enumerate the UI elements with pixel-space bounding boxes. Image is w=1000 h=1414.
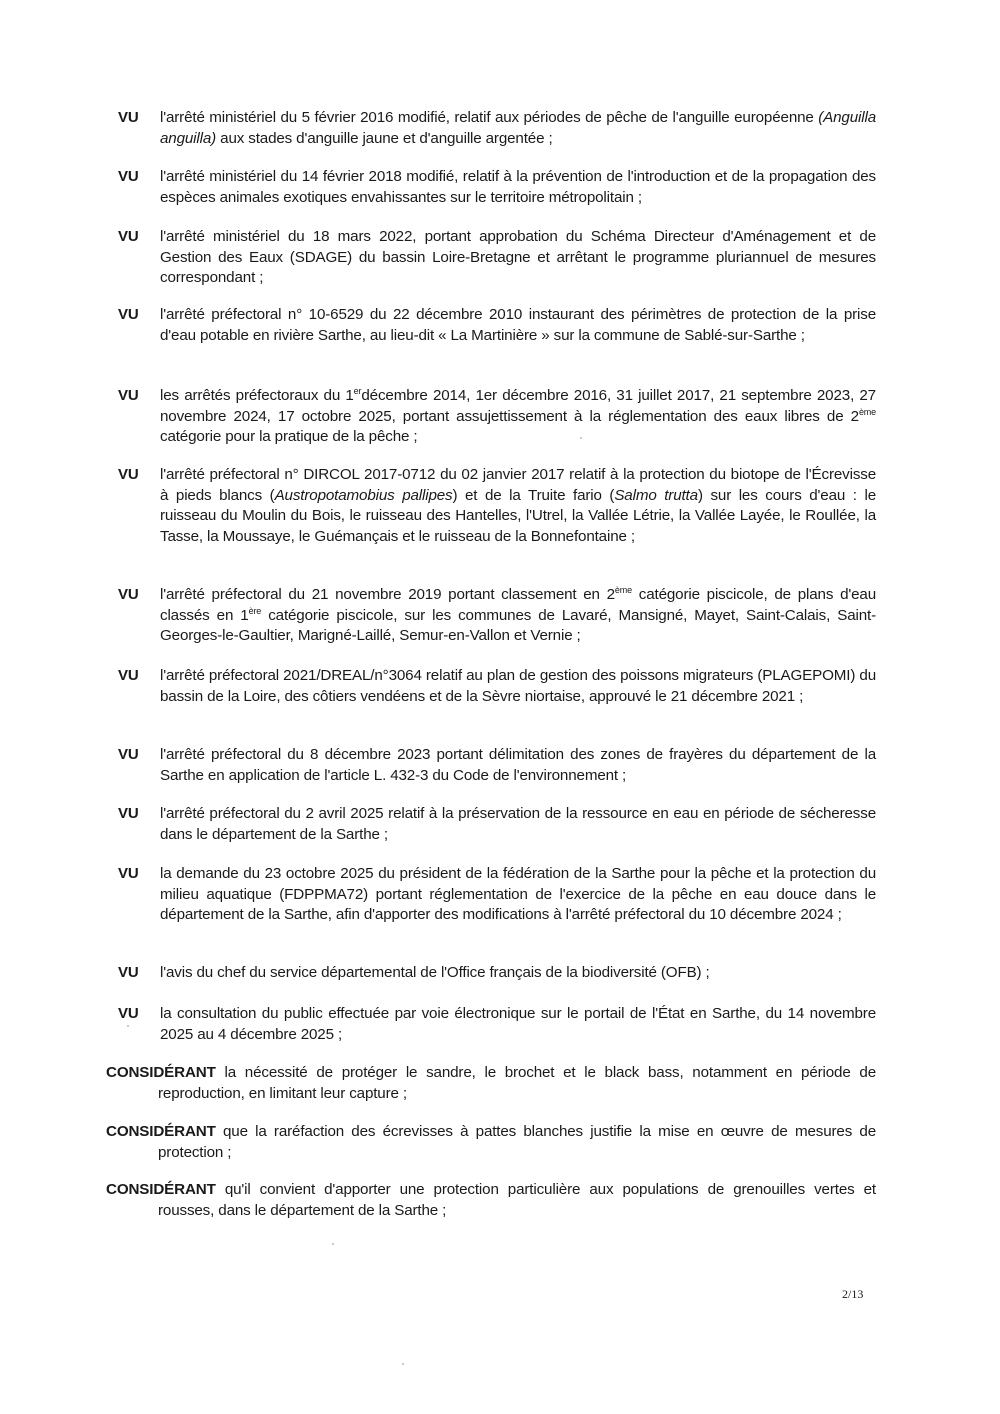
vu-label: VU <box>118 168 139 185</box>
vu-item <box>110 108 876 149</box>
scan-speck <box>580 437 582 439</box>
vu-item <box>110 386 876 448</box>
considerant-text: qu'il convient d'apporter une protection particulière aux populations de grenouilles vertes et rousses, dans le département de la Sarthe ; <box>158 1181 876 1219</box>
page-number: 2/13 <box>842 1287 864 1301</box>
considerant-label: CONSIDÉRANT <box>106 1123 216 1140</box>
considerant-item <box>106 1122 876 1163</box>
scan-speck <box>127 1025 129 1027</box>
vu-label: VU <box>118 865 139 882</box>
vu-item <box>110 804 876 845</box>
vu-label: VU <box>118 228 139 245</box>
vu-item <box>110 963 876 984</box>
considerant-text: que la raréfaction des écrevisses à pattes blanches justifie la mise en œuvre de mesures de protection ; <box>158 1123 876 1161</box>
vu-text: les arrêtés préfectoraux du 1erdécembre 2014, 1er décembre 2016, 31 juillet 2017, 21 septembre 2023, 27 novembre 2024, 17 octobre 2025, portant assujettissement à la réglementation des eaux libres de 2ème catégorie pour la pratique de la pêche ; <box>160 385 876 445</box>
vu-item <box>110 167 876 208</box>
vu-label: VU <box>118 805 139 822</box>
vu-item <box>110 864 876 926</box>
considerant-item <box>106 1180 876 1221</box>
vu-label: VU <box>118 306 139 323</box>
vu-text: l'arrêté préfectoral du 21 novembre 2019 portant classement en 2ème catégorie piscicole, de plans d'eau classés en 1ère catégorie piscicole, sur les communes de Lavaré, Mansigné, Mayet, Saint-Calais, Saint-Georges-le-Gaultier, Marigné-Laillé, Semur-en-Vallon et Vernie ; <box>160 584 877 644</box>
vu-text: la consultation du public effectuée par voie électronique sur le portail de l'État en Sarthe, du 14 novembre 2025 au 4 décembre 2025 ; <box>160 1005 876 1043</box>
vu-label: VU <box>118 964 139 981</box>
considerant-text: la nécessité de protéger le sandre, le brochet et le black bass, notamment en période de reproduction, en limitant leur capture ; <box>158 1064 876 1102</box>
vu-item <box>110 227 876 289</box>
vu-item <box>110 585 876 647</box>
vu-item <box>110 745 876 786</box>
vu-text: la demande du 23 octobre 2025 du président de la fédération de la Sarthe pour la pêche et la protection du milieu aquatique (FDPPMA72) portant réglementation de l'exercice de la pêche en eau douce dans le département de la Sarthe, afin d'apporter des modifications à l'arrêté préfectoral du 10 décembre 2024 ; <box>160 865 876 923</box>
vu-text: l'arrêté ministériel du 14 février 2018 modifié, relatif à la prévention de l'introduction et de la propagation des espèces animales exotiques envahissantes sur le territoire métropolitain ; <box>160 168 876 206</box>
vu-item <box>110 1004 876 1045</box>
vu-item <box>110 305 876 346</box>
vu-text: l'arrêté préfectoral du 8 décembre 2023 portant délimitation des zones de frayères du département de la Sarthe en application de l'article L. 432-3 du Code de l'environnement ; <box>160 746 876 784</box>
considerant-label: CONSIDÉRANT <box>106 1064 216 1081</box>
considerant-item <box>106 1063 876 1104</box>
vu-label: VU <box>118 1005 139 1022</box>
vu-label: VU <box>118 387 139 404</box>
vu-label: VU <box>118 109 139 126</box>
vu-text: l'arrêté préfectoral n° DIRCOL 2017-0712 du 02 janvier 2017 relatif à la protection du biotope de l'Écrevisse à pieds blancs (Austropotamobius pallipes) et de la Truite fario (Salmo trutta) sur les cours d'eau : le ruisseau du Moulin du Bois, le ruisseau des Hantelles, l'Utrel, la Vallée Létrie, la Vallée Layée, le Roullée, la Tasse, la Moussaye, le Guémançais et le ruisseau de la Bonnefontaine ; <box>160 466 876 545</box>
scan-speck <box>332 1243 334 1245</box>
vu-item <box>110 465 876 547</box>
scan-speck <box>402 1363 404 1365</box>
vu-text: l'arrêté ministériel du 5 février 2016 modifié, relatif aux périodes de pêche de l'anguille européenne (Anguilla anguilla) aux stades d'anguille jaune et d'anguille argentée ; <box>160 109 876 147</box>
vu-item <box>110 666 876 707</box>
vu-label: VU <box>118 586 139 603</box>
considerant-label: CONSIDÉRANT <box>106 1181 216 1198</box>
vu-text: l'arrêté préfectoral du 2 avril 2025 relatif à la préservation de la ressource en eau en période de sécheresse dans le département de la Sarthe ; <box>160 805 876 843</box>
vu-text: l'arrêté préfectoral 2021/DREAL/n°3064 relatif au plan de gestion des poissons migrateurs (PLAGEPOMI) du bassin de la Loire, des côtiers vendéens et de la Sèvre niortaise, approuvé le 21 décembre 2021 ; <box>160 667 876 705</box>
vu-text: l'arrêté préfectoral n° 10-6529 du 22 décembre 2010 instaurant des périmètres de protection de la prise d'eau potable en rivière Sarthe, au lieu-dit « La Martinière » sur la commune de Sablé-sur-Sarthe ; <box>160 306 876 344</box>
vu-label: VU <box>118 667 139 684</box>
vu-label: VU <box>118 746 139 763</box>
vu-text: l'avis du chef du service départemental de l'Office français de la biodiversité (OFB) ; <box>160 964 710 981</box>
vu-label: VU <box>118 466 139 483</box>
vu-text: l'arrêté ministériel du 18 mars 2022, portant approbation du Schéma Directeur d'Aménagement et de Gestion des Eaux (SDAGE) du bassin Loire-Bretagne et arrêtant le programme pluriannuel de mesures correspondant ; <box>160 228 876 286</box>
